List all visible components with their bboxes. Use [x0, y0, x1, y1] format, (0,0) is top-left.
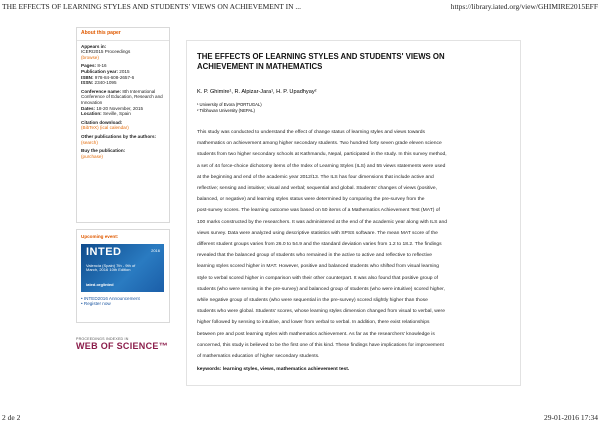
- browse-link[interactable]: (browse): [81, 54, 99, 60]
- wos-logo[interactable]: [76, 337, 168, 351]
- issn-label: ISSN:: [81, 80, 94, 86]
- isbn-value: 978-84-608-2657-6: [93, 74, 135, 80]
- banner-details: Valencia (Spain) 7th - 9th of March, 2016 10th Edition: [86, 262, 136, 273]
- appears-in-value: ICERI2015 Proceedings: [81, 49, 131, 55]
- upcoming-event-panel: [76, 229, 170, 323]
- abstract-line: while negative group of students (who were sequential in the pre-survey) scored slightly higher than those: [197, 298, 428, 304]
- affiliation-2: ² Tribhuvan University (NEPAL): [197, 108, 255, 113]
- abstract-line: students from two higher secondary schools at Kathmandu, Nepal, participated in the study. In this survey method,: [197, 152, 447, 158]
- location-value: Seville, Spain: [101, 111, 131, 117]
- issn-value: 2340-1095: [93, 80, 117, 86]
- inted-banner[interactable]: [81, 244, 164, 292]
- purchase-link[interactable]: (purchase): [81, 153, 103, 159]
- paper-abstract: [197, 127, 512, 362]
- banner-year: 2016: [151, 247, 160, 253]
- about-paper-panel: [76, 27, 170, 223]
- abstract-line: learning styles scored higher in MAT. However, positive and balanced students who shifted from visual learning: [197, 264, 439, 270]
- abstract-line: reflective; sensing and intuitive; visual and verbal; sequential and global. Students' changes of views (positive,: [197, 186, 438, 192]
- conference-name-value: 8th International Conference of Education, Research and Innovation: [81, 88, 163, 105]
- isbn-label: ISBN:: [81, 74, 94, 80]
- inted-announcement-link[interactable]: • INTED2016 Announcement: [81, 295, 140, 301]
- publication-year-label: Publication year:: [81, 68, 119, 74]
- abstract-line: views survey. Data were analyzed using descriptive statistics with SPSS software. The mean MAT score of the: [197, 230, 438, 236]
- abstract-line: between pre and post learning styles with mathematics achievement. As far as the researchers' knowledge is: [197, 331, 435, 337]
- abstract-line: revealed that the balanced group of students who remained in the active to active and reflective to reflective: [197, 253, 432, 259]
- pages-label: Pages:: [81, 63, 97, 69]
- datetime-footer: 29-01-2016 17:34: [544, 413, 598, 422]
- abstract-line: at the beginning and end of the academic year 2012/13. The ILS has four dimensions that include active and: [197, 174, 434, 180]
- abstract-line: 100 marks constructed by the researchers. It was administered at the end of the academic year along with ILS and: [197, 219, 448, 225]
- other-publications-label: Other publications by the authors:: [81, 133, 157, 139]
- abstract-line: students (who were sensing in the pre-survey) and balanced group of students (who were intuitive) scored higher,: [197, 286, 445, 292]
- abstract-line: post-survey scores. The learning outcome was based on 50 items of a Mathematics Achievement Test (MAT) of: [197, 208, 440, 214]
- dates-value: 18-20 November, 2015: [95, 105, 144, 111]
- web-of-science-text: WEB OF SCIENCE™: [76, 341, 169, 351]
- abstract-line: balanced, or negative) and learning styles status were determined by comparing the pre-survey from the: [197, 197, 425, 203]
- abstract-line: students who were global. Students' scores, whose learning styles dimension changed from visual to verbal, were: [197, 309, 445, 315]
- publication-year-value: 2015: [118, 68, 130, 74]
- location-label: Location:: [81, 111, 102, 117]
- affiliation-1: ¹ University of Evora (PORTUGAL): [197, 102, 262, 107]
- abstract-line: This study was conducted to understand the effect of change status of learning styles and views towards: [197, 130, 425, 135]
- about-paper-title: About this paper: [77, 28, 169, 41]
- citation-download-label: Citation download:: [81, 119, 123, 125]
- paper-authors: K. P. Ghimire¹, R. Alpizar-Jara¹, H. P. Upadhyay²: [197, 89, 317, 95]
- pages-value: 8-16: [96, 63, 107, 69]
- conference-name-label: Conference name:: [81, 88, 122, 94]
- upcoming-event-title: Upcoming event:: [81, 234, 119, 239]
- abstract-line: a set of 44 force-choice dichotomy items of the Index of Learning Styles (ILS) and 55 views statements were used: [197, 163, 446, 169]
- indexed-in-text: PROCEEDINGS INDEXED IN: [76, 337, 129, 341]
- abstract-line: different student groups varies from 26.0 to 54.9 and the standard deviation varies from 1.2 to 18.2. The findings: [197, 242, 442, 248]
- paper-title: THE EFFECTS OF LEARNING STYLES AND STUDENTS' VIEWS ON ACHIEVEMENT IN MATHEMATICS: [197, 52, 445, 71]
- search-link[interactable]: (search): [81, 139, 98, 145]
- page-title-header: THE EFFECTS OF LEARNING STYLES AND STUDENTS' VIEWS ON ACHIEVEMENT IN ...: [2, 2, 301, 11]
- banner-url: iated.org/inted: [86, 282, 114, 287]
- banner-name: INTED: [86, 245, 122, 258]
- appears-in-label: Appears in:: [81, 43, 107, 49]
- dates-label: Dates:: [81, 105, 96, 111]
- paper-keywords: keywords: learning styles, views, mathematics achievement test.: [197, 367, 350, 372]
- abstract-line: mathematics on achievement among higher secondary students. Two hundred forty seven grade eleven science: [197, 141, 442, 147]
- abstract-line: of mathematics education of higher secondary students.: [197, 354, 320, 360]
- register-now-link[interactable]: • Register now: [81, 301, 111, 307]
- buy-publication-label: Buy the publication:: [81, 148, 126, 154]
- citation-links[interactable]: (BibTeX) (ical calendar): [81, 125, 129, 131]
- page-count-footer: 2 de 2: [2, 413, 21, 422]
- abstract-line: higher followed by sensing to intuitive, and lower from verbal to verbal. In addition, there exist relationships: [197, 320, 430, 326]
- paper-panel: [186, 40, 521, 386]
- page-url-header: https://library.iated.org/view/GHIMIRE2015EFF: [450, 2, 598, 11]
- abstract-line: style to verbal scored higher in comparison with their other counterpart. It was also found that positive group of: [197, 275, 438, 281]
- abstract-line: concerned, this study is believed to be the first one of this kind. These findings have implications for improvement: [197, 342, 444, 348]
